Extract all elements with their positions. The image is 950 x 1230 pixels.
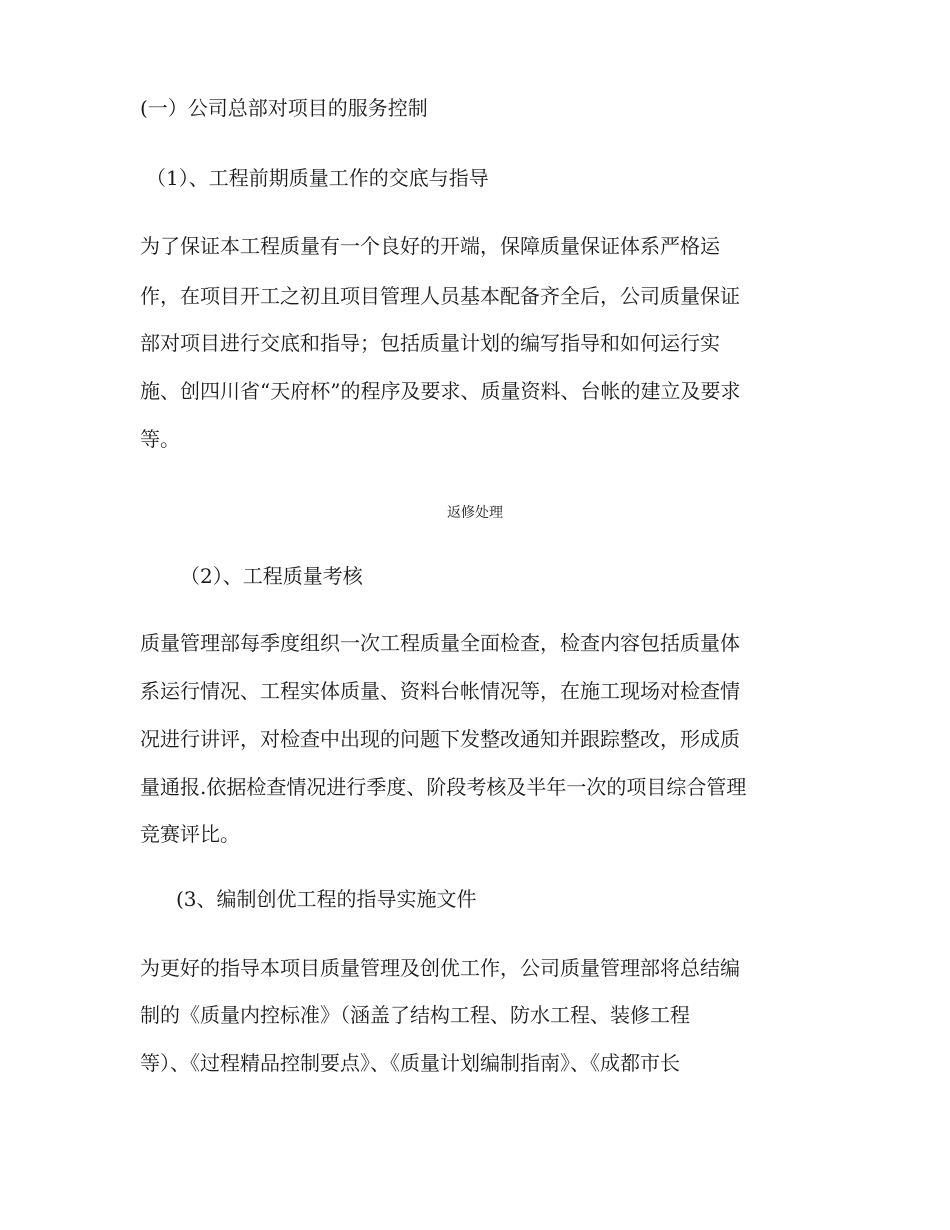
item1-text-line: 部对项目进行交底和指导；包括质量计划的编写指导和如何运行实 [140,331,720,355]
item1-text-line: 等。 [140,427,180,451]
item2-text-line: 竞赛评比。 [140,822,240,846]
item3-heading: (3、编制创优工程的指导实施文件 [176,887,477,911]
item3-text-line: 等）、《过程精品控制要点》、《质量计划编制指南》、《成都市长 [140,1051,680,1075]
item2-text-line: 系运行情况、工程实体质量、资料台帐情况等，在施工现场对检查情 [140,679,740,703]
item1-text-line: 为了保证本工程质量有一个良好的开端，保障质量保证体系严格运 [140,234,720,258]
item1-heading: （1）、工程前期质量工作的交底与指导 [146,166,489,190]
item2-text-line: 况进行讲评，对检查中出现的问题下发整改通知并跟踪整改，形成质 [140,727,740,751]
item2-text-line: 质量管理部每季度组织一次工程质量全面检查，检查内容包括质量体 [140,631,740,655]
figure-caption: 返修处理 [447,505,503,521]
item2-text-line: 量通报.依据检查情况进行季度、阶段考核及半年一次的项目综合管理 [140,775,747,799]
item1-text-line: 作，在项目开工之初且项目管理人员基本配备齐全后，公司质量保证 [140,284,740,308]
item1-text-line: 施、创四川省“天府杯”的程序及要求、质量资料、台帐的建立及要求 [140,379,741,403]
section-heading: (一）公司总部对项目的服务控制 [140,96,428,120]
item3-text-line: 为更好的指导本项目质量管理及创优工作，公司质量管理部将总结编 [140,956,740,980]
item2-heading: （2）、工程质量考核 [180,564,363,588]
item3-text-line: 制的《质量内控标准》（涵盖了结构工程、防水工程、装修工程 [140,1003,690,1027]
